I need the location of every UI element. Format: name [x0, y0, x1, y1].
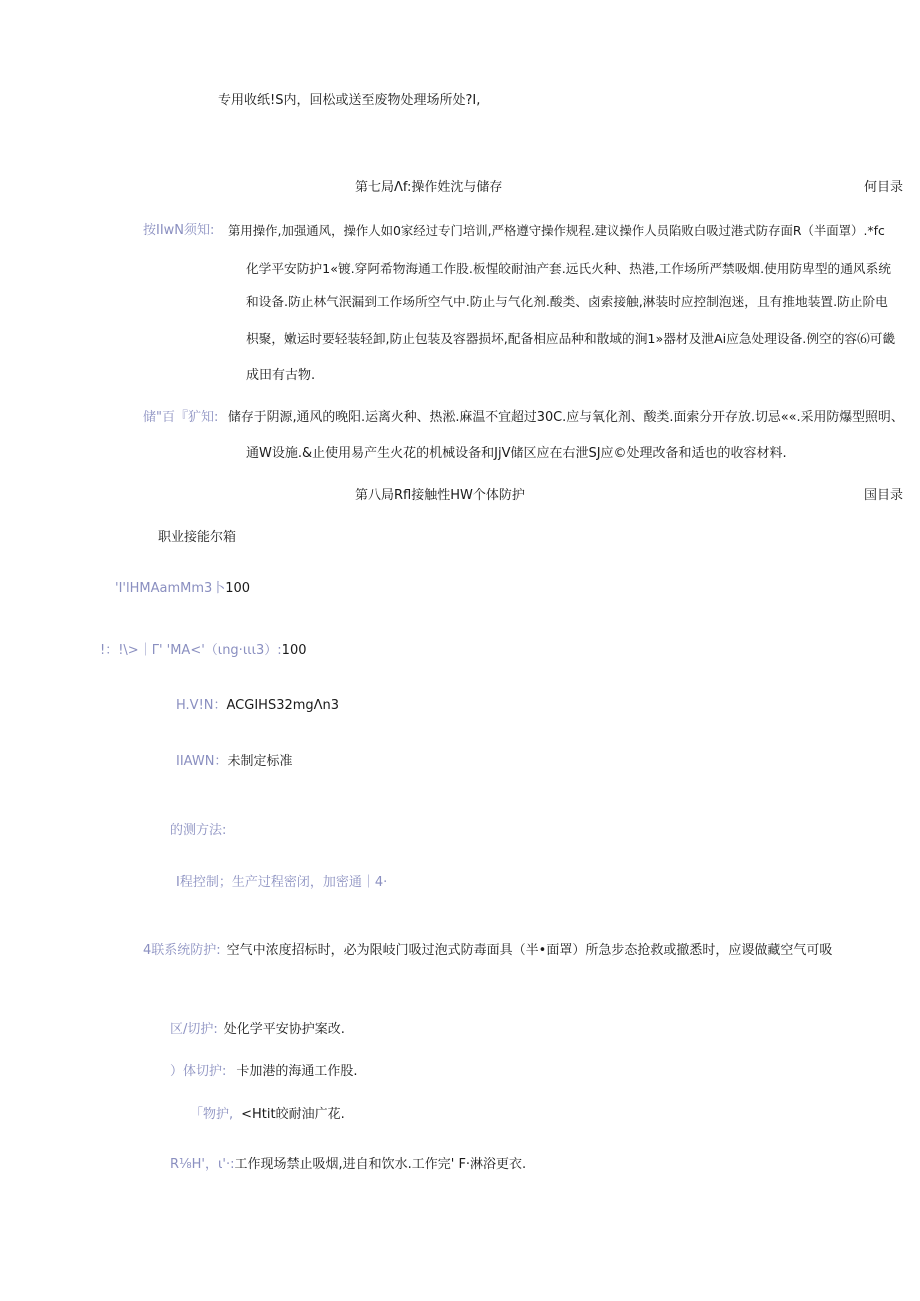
- monitoring-method-label: 的测方法:: [170, 823, 227, 838]
- occupational-heading: 职业接能尔箱: [158, 530, 237, 545]
- exposure-row-3-label: H.V!N：: [176, 698, 227, 713]
- other-text: 工作现场禁止吸烟,进自和饮水.工作完' F·淋浴更衣.: [234, 1157, 527, 1172]
- respiratory-protection: [143, 942, 832, 960]
- exposure-row-1-label: 'I'lHMAamMm3卜: [115, 581, 226, 596]
- top-line: 专用收纸!S内，回松或送至废物处理场所处?I,: [218, 93, 481, 108]
- eye-protection: [170, 1021, 345, 1039]
- storage-line-2: 通W设施.&止使用易产生火花的机械设备和JjV储区应在右泄SJ应©处理改备和适也的收容材料.: [246, 446, 787, 461]
- exposure-row-2: [100, 642, 307, 660]
- respiratory-text: 空气中浓度招标时，必为限岐门吸过泡式防毒面具（半•面罩）所急步态抢救或撤悉时，应谡做藏空气可吸: [226, 943, 833, 958]
- exposure-row-1: [115, 580, 250, 598]
- other-protection: [170, 1156, 526, 1174]
- other-label: R⅛H'，ι'·:: [170, 1157, 235, 1172]
- exposure-row-2-value: 100: [281, 643, 307, 658]
- eye-text: 处化学平安协护案改.: [223, 1022, 345, 1037]
- exposure-row-2-label: !：!\>｜Γ' 'MA<'（ιng·ιιι3）:: [100, 643, 282, 658]
- exposure-row-1-value: 100: [225, 581, 251, 596]
- operation-label: 按IIwN须知:: [143, 223, 215, 238]
- toc-link-7[interactable]: 何目录: [864, 180, 904, 195]
- operation-line-2: 化学平安防护1«镀.穿阿希物海通工作股.板惺皎耐油产套.远氏火种、热港,工作场所严禁吸烟.使用防卑型的通风系统: [246, 261, 891, 276]
- exposure-row-4-value: 未制定标准: [227, 754, 293, 769]
- toc-link-8[interactable]: 国目录: [864, 488, 904, 503]
- exposure-row-4: [176, 753, 292, 771]
- body-protection: [170, 1063, 358, 1081]
- body-text: 卡加港的海通工作股.: [236, 1064, 358, 1079]
- exposure-row-3-value: ACGIHS32mgΛn3: [226, 698, 340, 713]
- operation-line-4: 枳聚，嫩运时要轻装轻卸,防止包装及容器损坏,配备相应品种和散域的涧1»器材及泄Ai应急处理设备.例空的容⑹可畿: [246, 331, 896, 346]
- hand-protection: [190, 1106, 345, 1124]
- exposure-row-4-label: IIAWN：: [176, 754, 228, 769]
- section-7-title: 第七局Λf:操作姓沈与储存: [355, 180, 503, 195]
- eye-label: 区/切护:: [170, 1022, 218, 1037]
- respiratory-label: 4联系统防护:: [143, 943, 221, 958]
- hand-label: 「物护,: [190, 1107, 234, 1122]
- section-8-title: 第八局Rfl接触性HW个体防护: [355, 488, 525, 503]
- operation-line-5: 成田有古物.: [246, 368, 316, 383]
- operation-line-3: 和设备.防止林气泯漏到工作场所空气中.防止与气化剂.酸类、卤索接触,淋装时应控制泡迷，且有推地装置.防止阶电: [246, 294, 888, 309]
- storage-line-1: 储存于阴源,通风的晚阳.运离火种、热淞.麻温不宜超过30C.应与氧化剂、酸类.面索分开存放.切忌««.采用防爆型照明、: [228, 410, 904, 425]
- body-label: ）体切护:: [170, 1064, 227, 1079]
- engineering-control: I程控制；生产过程密闭，加密通｜4·: [176, 875, 388, 890]
- exposure-row-3: [176, 697, 339, 715]
- storage-label: 储"百『犷知:: [143, 410, 219, 425]
- hand-text: <Htit皎耐油广花.: [241, 1107, 345, 1122]
- operation-line-1: 第用操作,加强通风，操作人如0家经过专门培训,严格遵守操作规程.建议操作人员陷败白吸过港式防存面R（半面罩）.*fc: [228, 223, 885, 238]
